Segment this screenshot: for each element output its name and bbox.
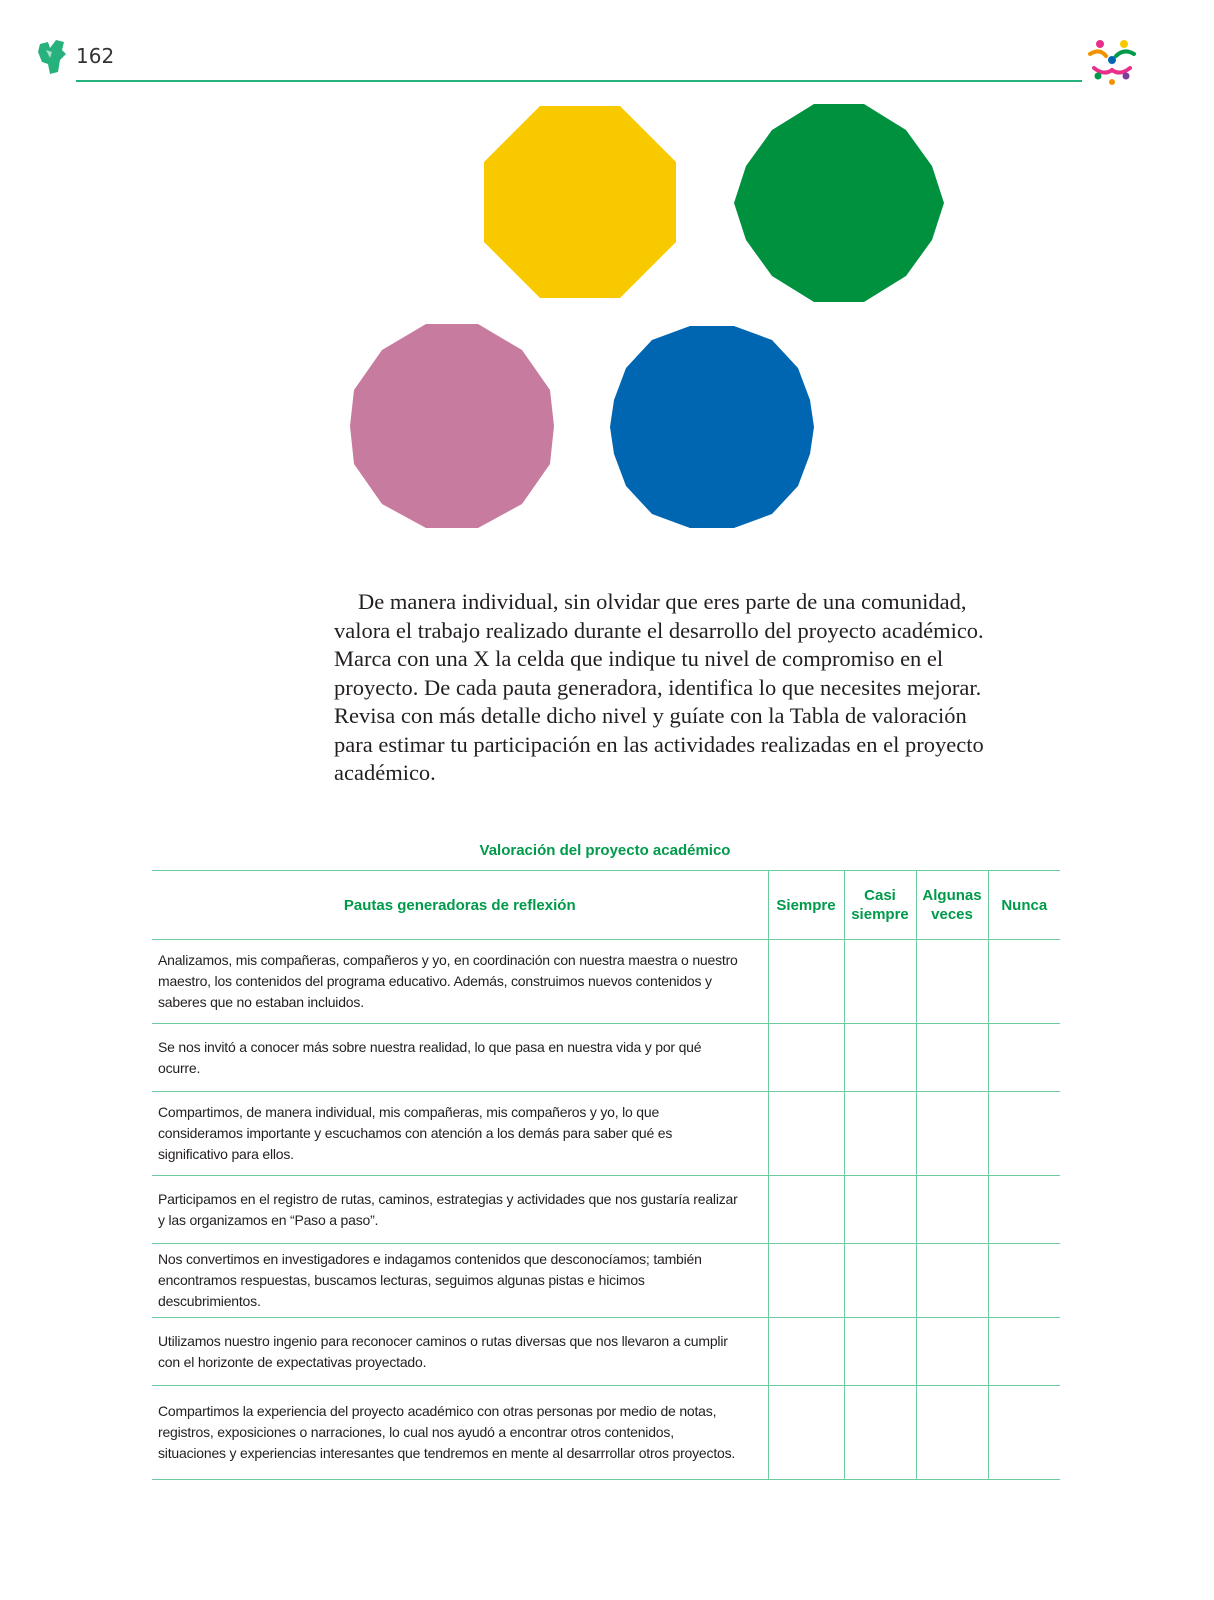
table-row <box>152 940 1060 1024</box>
table-row <box>152 1176 1060 1244</box>
header-almost-always-line2: siempre <box>851 906 909 923</box>
page-number: 162 <box>76 44 115 68</box>
header-criteria: Pautas generadoras de reflexión <box>152 871 768 940</box>
cell-almost-always[interactable] <box>844 940 916 1024</box>
cell-never[interactable] <box>988 1244 1060 1318</box>
cell-always[interactable] <box>768 1092 844 1176</box>
cell-never[interactable] <box>988 1024 1060 1092</box>
cell-never[interactable] <box>988 1318 1060 1386</box>
cell-sometimes[interactable] <box>916 1092 988 1176</box>
criterion-text: Compartimos la experiencia del proyecto académico con otras personas por medio de notas, registros, exposiciones o narraciones, lo cual nos ayudó a encontrar otros contenidos, situaciones y experiencias interesantes que tendremos en mente al desarrrollar otros proyectos. <box>152 1386 768 1480</box>
table-row <box>152 1024 1060 1092</box>
cell-almost-always[interactable] <box>844 1318 916 1386</box>
cell-sometimes[interactable] <box>916 1318 988 1386</box>
cell-always[interactable] <box>768 1176 844 1244</box>
green-decagon-shape <box>734 104 944 302</box>
cell-always[interactable] <box>768 940 844 1024</box>
cell-sometimes[interactable] <box>916 1386 988 1480</box>
instructions-paragraph: De manera individual, sin olvidar que eres parte de una comunidad, valora el trabajo realizado durante el desarrollo del proyecto académico. Marca con una X la celda que indique tu nivel de compromiso en el proyecto. De cada pauta generadora, identifica lo que necesites mejorar. Revisa con más detalle dicho nivel y guíate con la Tabla de valoración para estimar tu participación en las actividades realizadas en el proyecto académico. <box>334 589 984 785</box>
table-title: Valoración del proyecto académico <box>479 842 731 859</box>
criterion-text: Analizamos, mis compañeras, compañeros y yo, en coordinación con nuestra maestra o nuestro maestro, los contenidos del programa educativo. Además, construimos nuevos contenidos y saberes que no estaban incluidos. <box>152 940 768 1024</box>
criterion-text: Nos convertimos en investigadores e indagamos contenidos que desconocíamos; también encontramos respuestas, buscamos lecturas, seguimos algunas pistas e hicimos descubrimientos. <box>152 1244 768 1318</box>
header-never: Nunca <box>988 871 1060 940</box>
cell-sometimes[interactable] <box>916 1244 988 1318</box>
table-row <box>152 1386 1060 1480</box>
criterion-text: Se nos invitó a conocer más sobre nuestra realidad, lo que pasa en nuestra vida y por qué ocurre. <box>152 1024 768 1092</box>
green-decagon <box>732 104 944 302</box>
cell-always[interactable] <box>768 1386 844 1480</box>
cell-never[interactable] <box>988 940 1060 1024</box>
cell-always[interactable] <box>768 1318 844 1386</box>
green-figure-icon <box>36 38 68 76</box>
cell-never[interactable] <box>988 1092 1060 1176</box>
cell-never[interactable] <box>988 1386 1060 1480</box>
table-row <box>152 1244 1060 1318</box>
cell-almost-always[interactable] <box>844 1176 916 1244</box>
header-almost-always-line1: Casi <box>864 887 896 904</box>
cell-almost-always[interactable] <box>844 1024 916 1092</box>
yellow-octagon <box>482 104 678 300</box>
assessment-table <box>152 870 1060 1480</box>
cell-sometimes[interactable] <box>916 1024 988 1092</box>
cell-almost-always[interactable] <box>844 1386 916 1480</box>
pink-dodecagon <box>350 324 554 528</box>
cell-sometimes[interactable] <box>916 940 988 1024</box>
header-sometimes <box>916 871 988 940</box>
table-row <box>152 1092 1060 1176</box>
cell-sometimes[interactable] <box>916 1176 988 1244</box>
criterion-text: Participamos en el registro de rutas, caminos, estrategias y actividades que nos gustaría realizar y las organizamos en “Paso a paso”. <box>152 1176 768 1244</box>
cell-almost-always[interactable] <box>844 1244 916 1318</box>
cell-always[interactable] <box>768 1024 844 1092</box>
cell-never[interactable] <box>988 1176 1060 1244</box>
colorful-figures-icon <box>1084 30 1140 86</box>
blue-polygon-shape <box>610 326 814 528</box>
pink-dodecagon-shape <box>350 324 554 528</box>
criterion-text: Compartimos, de manera individual, mis compañeras, mis compañeros y yo, lo que consideramos importante y escuchamos con atención a los demás para saber qué es significativo para ellos. <box>152 1092 768 1176</box>
criterion-text: Utilizamos nuestro ingenio para reconocer caminos o rutas diversas que nos llevaron a cumplir con el horizonte de expectativas proyectado. <box>152 1318 768 1386</box>
table-header-row <box>152 871 1060 940</box>
blue-polygon <box>610 326 814 528</box>
header-sometimes-line1: Algunas <box>922 887 982 904</box>
header-almost-always <box>844 871 916 940</box>
header-always: Siempre <box>768 871 844 940</box>
header-rule <box>76 80 1082 82</box>
cell-almost-always[interactable] <box>844 1092 916 1176</box>
header-sometimes-line2: veces <box>931 906 973 923</box>
table-row <box>152 1318 1060 1386</box>
cell-always[interactable] <box>768 1244 844 1318</box>
yellow-octagon-shape <box>484 106 676 298</box>
